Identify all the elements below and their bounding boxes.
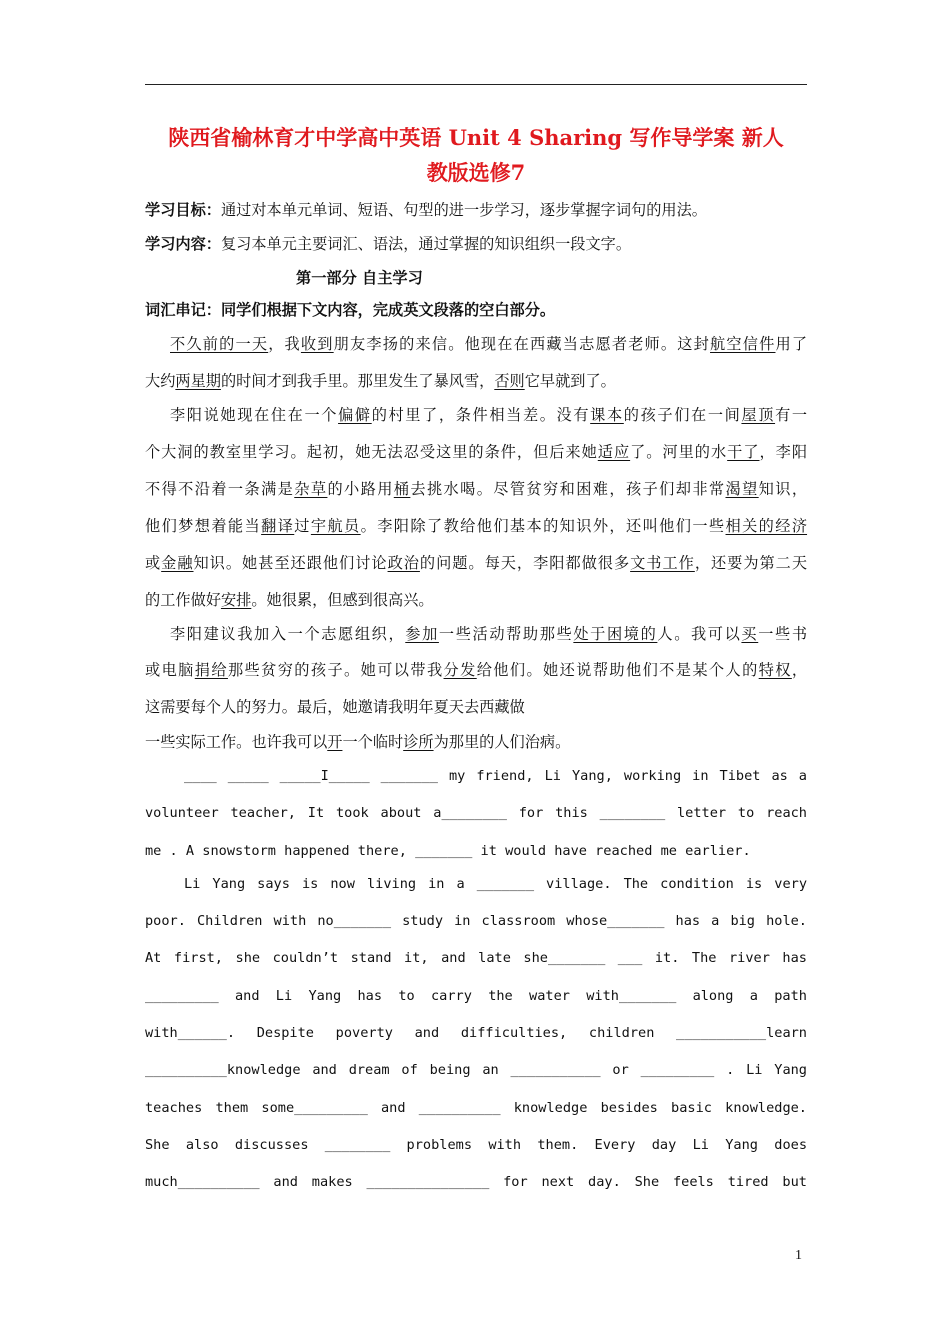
cn-term: 相关的经济 [725, 517, 808, 535]
cn-text: 这需要每个人的努力。最后，她邀请我明年夏天去西藏做 [145, 698, 525, 716]
cn-text: 了。河里的水 [630, 443, 728, 461]
cn-term: 不久前的一天 [170, 335, 269, 353]
cn-text: 或电脑 [145, 661, 195, 679]
cn-term: 课本 [590, 406, 624, 424]
cn-term: 两星期 [175, 372, 221, 390]
cn-text: 个大洞的教室里学习。起初，她无法忍受这里的条件，但后来她 [145, 443, 598, 461]
cn-term: 杂草 [294, 480, 328, 498]
cn-term: 适应 [597, 443, 631, 461]
cn-term: 否则 [494, 372, 525, 390]
title-line-1: 陕西省榆林育才中学高中英语 Unit 4 Sharing 写作导学案 新人 [168, 125, 784, 150]
cn-text: 李阳说她现在住在一个 [170, 406, 339, 424]
cn-term: 诊所 [403, 733, 434, 751]
cn-text: 的小路用 [327, 480, 394, 498]
title-line-2: 教版选修7 [426, 160, 526, 185]
cn-line-11 [145, 697, 807, 717]
cn-text: 李阳建议我加入一个志愿组织， [170, 625, 406, 643]
en-line-12: much__________ and makes _______________ for next day. She feels tired but [145, 1174, 807, 1190]
en-line-8: with______. Despite poverty and difficulties, children ___________learn [145, 1025, 807, 1041]
en-line-10: teaches them some_________ and __________ knowledge besides basic knowledge. [145, 1100, 807, 1116]
cn-text: ，我 [268, 335, 301, 353]
cn-text: 过 [294, 517, 311, 535]
cn-term: 金融 [161, 554, 194, 572]
cn-text: ，李阳 [759, 443, 808, 461]
part-heading: 第一部分 自主学习 [296, 269, 423, 287]
en-line-6: At first, she couldn’t stand it, and late she_______ ___ it. The river has [145, 950, 807, 966]
cn-text: 一些活动帮助那些 [438, 625, 574, 643]
cn-text: 它早就到了。 [524, 372, 616, 390]
vocab-instruction: 词汇串记：同学们根据下文内容，完成英文段落的空白部分。 [145, 301, 556, 319]
cn-term: 捐给 [194, 661, 228, 679]
cn-term: 分发 [443, 661, 477, 679]
cn-text: 那些贫穷的孩子。她可以带我 [227, 661, 444, 679]
cn-text: 为那里的人们治病。 [433, 733, 571, 751]
en-line-4: Li Yang says is now living in a _______ village. The condition is very [184, 876, 807, 892]
cn-term: 收到 [300, 335, 334, 353]
cn-term: 航空信件 [710, 335, 776, 353]
cn-text: 的时间才到我手里。那里发生了暴风雪， [220, 372, 495, 390]
cn-text: 的问题。每天，李阳都做很多 [419, 554, 631, 572]
cn-text: 去挑水喝。尽管贫穷和困难，孩子们却非常 [410, 480, 726, 498]
cn-term: 买 [741, 625, 759, 643]
cn-text: ，还要为第二天 [694, 554, 808, 572]
cn-term: 政治 [387, 554, 420, 572]
cn-text: ， [791, 661, 808, 679]
cn-text: 大约 [145, 372, 176, 390]
cn-line-6 [145, 516, 807, 536]
cn-line-9 [170, 624, 807, 644]
content-text: 复习本单元主要词汇、语法，通过掌握的知识组织一段文字。 [220, 235, 631, 253]
cn-text: 朋友李扬的来信。他现在在西藏当志愿者老师。这封 [333, 335, 711, 353]
learning-objective [145, 200, 807, 220]
document-title [145, 120, 807, 190]
cn-line-5 [145, 479, 807, 499]
cn-line-1 [170, 334, 807, 354]
cn-term: 桶 [393, 480, 411, 498]
cn-term: 参加 [405, 625, 439, 643]
cn-text: 知识。她甚至还跟他们讨论 [193, 554, 388, 572]
cn-term: 处于困境的 [573, 625, 658, 643]
en-line-2: volunteer teacher, It took about a________ for this ________ letter to reach [145, 805, 807, 821]
cn-text: 人。我可以 [657, 625, 742, 643]
cn-text: 给他们。她还说帮助他们不是某个人的 [476, 661, 759, 679]
cn-term: 翻译 [261, 517, 295, 535]
content-label: 学习内容： [145, 235, 221, 253]
cn-term: 屋顶 [741, 406, 776, 424]
cn-term: 开 [327, 733, 343, 751]
cn-text: 用了 [775, 335, 808, 353]
en-line-11: She also discusses ________ problems with them. Every day Li Yang does [145, 1137, 807, 1153]
cn-line-8 [145, 590, 807, 610]
cn-text: 一些实际工作。也许我可以 [145, 733, 328, 751]
objective-text: 通过对本单元单词、短语、句型的进一步学习，逐步掌握字词句的用法。 [220, 201, 707, 219]
cn-term: 干了 [727, 443, 760, 461]
cn-text: 。李阳除了教给他们基本的知识外，还叫他们一些 [360, 517, 726, 535]
en-line-9: __________knowledge and dream of being an ___________ or _________ . Li Yang [145, 1062, 807, 1078]
header-rule [145, 84, 807, 85]
cn-term: 安排 [220, 591, 252, 609]
cn-text: 的孩子们在一间 [623, 406, 742, 424]
en-line-5: poor. Children with no_______ study in classroom whose_______ has a big hole. [145, 913, 807, 929]
learning-content [145, 234, 807, 254]
cn-text: 知识， [758, 480, 808, 498]
cn-term: 特权 [758, 661, 792, 679]
cn-line-2 [145, 371, 807, 391]
cn-text: 有一 [775, 406, 808, 424]
cn-line-10 [145, 660, 807, 680]
cn-text: 一个临时 [342, 733, 404, 751]
en-line-1: ____ _____ _____I_____ _______ my friend, Li Yang, working in Tibet as a [184, 768, 807, 784]
cn-text: 。她很累，但感到很高兴。 [251, 591, 434, 609]
cn-line-3 [170, 405, 807, 425]
cn-term: 偏僻 [338, 406, 372, 424]
cn-term: 渴望 [725, 480, 759, 498]
cn-line-4 [145, 442, 807, 462]
cn-text: 或 [145, 554, 162, 572]
cn-term: 宇航员 [310, 517, 361, 535]
cn-term: 文书工作 [630, 554, 695, 572]
cn-text: 的工作做好 [145, 591, 221, 609]
cn-text: 他们梦想着能当 [145, 517, 262, 535]
en-line-3: me . A snowstorm happened there, _______ it would have reached me earlier. [145, 843, 751, 859]
en-line-7: _________ and Li Yang has to carry the water with_______ along a path [145, 988, 807, 1004]
cn-line-12 [145, 732, 807, 752]
cn-text: 的村里了，条件相当差。没有 [371, 406, 591, 424]
page-number: 1 [795, 1248, 802, 1263]
objective-label: 学习目标： [145, 201, 221, 219]
cn-line-7 [145, 553, 807, 573]
cn-text: 一些书 [758, 625, 808, 643]
cn-text: 不得不沿着一条满是 [145, 480, 295, 498]
